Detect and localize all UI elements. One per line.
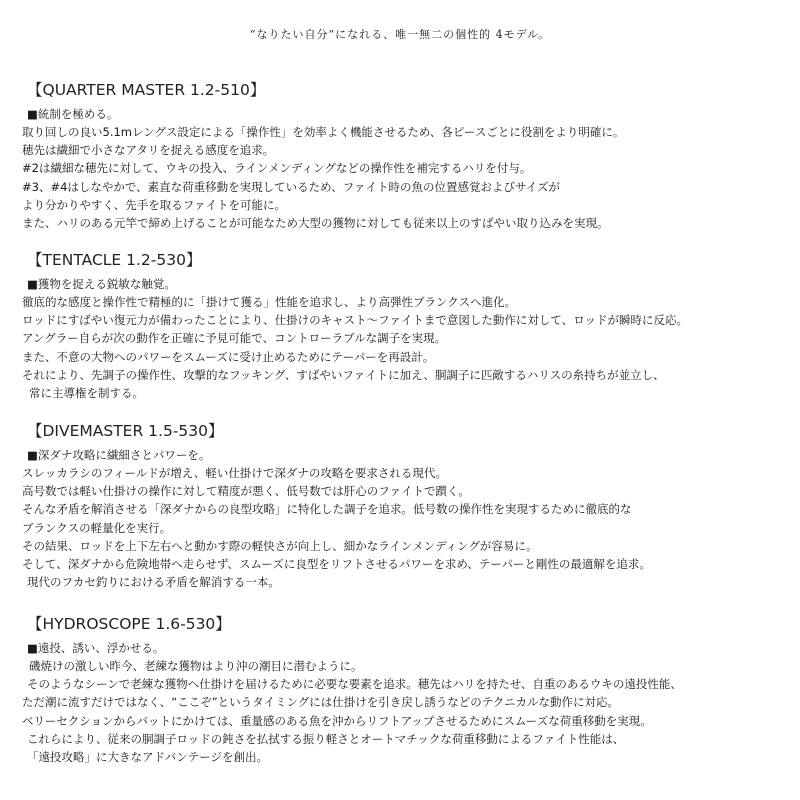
- body-line: アングラー自らが次の動作を正確に予見可能で、コントローラブルな調子を実現。: [22, 331, 447, 346]
- body-line: スレッカラシのフィールドが増え、軽い仕掛けで深ダナの攻略を要求される現代。: [22, 466, 447, 480]
- section-subtitle: ■統制を極める。: [27, 107, 119, 121]
- body-line: ブランクスの軽量化を実行。: [22, 520, 172, 535]
- body-line: 取り回しの良い5.1mレングス設定による「操作性」を効率よく機能させるため、各ピースごとに役割をより明確に。: [22, 125, 625, 139]
- body-line: #2は繊細な穂先に対して、ウキの投入、ラインメンディングなどの操作性を補完するハリを付与。: [22, 161, 532, 176]
- section-subtitle: ■獲物を捉える鋭敏な触覚。: [27, 277, 176, 291]
- section-title: 【QUARTER MASTER 1.2-510】: [27, 81, 266, 99]
- body-line: 高号数では軽い仕掛けの操作に対して精度が悪く、低号数では肝心のファイトで躓く。: [22, 484, 470, 499]
- section-tentacle: [22, 250, 792, 402]
- body-line: #3、#4はしなやかで、素直な荷重移動を実現しているため、ファイト時の魚の位置感覚およびサイズが: [22, 179, 561, 194]
- section-title: 【TENTACLE 1.2-530】: [27, 251, 202, 269]
- section-title: 【DIVEMASTER 1.5-530】: [27, 422, 224, 440]
- section-body: [22, 293, 792, 402]
- body-line: 「遠投攻略」に大きなアドバンテージを創出。: [27, 750, 269, 765]
- body-line: そんな矛盾を解消させる「深ダナからの良型攻略」に特化した調子を追求。低号数の操作性を実現するために徹底的な: [22, 502, 632, 517]
- body-line: ただ潮に流すだけではなく、“ここぞ”というタイミングには仕掛けを引き戻し誘うなどのテクニカルな動作に対応。: [22, 695, 620, 710]
- section-hydroscope: [22, 614, 792, 766]
- section-quarter-master: [22, 80, 792, 232]
- body-line: また、ハリのある元竿で締め上げることが可能なため大型の獲物に対しても従来以上のすばやい取り込みを実現。: [22, 216, 609, 231]
- body-line: これらにより、従来の胴調子ロッドの鈍さを払拭する振り軽さとオートマチックな荷重移動によるファイト性能は、: [27, 731, 625, 746]
- body-line: 常に主導権を制する。: [29, 386, 144, 401]
- section-body: [22, 123, 792, 232]
- body-line: 穂先は繊細で小さなアタリを捉える感度を追求。: [22, 143, 275, 158]
- body-line: そのようなシーンで老練な獲物へ仕掛けを届けるために必要な要素を追求。穂先はハリを持たせ、自重のあるウキの遠投性能、: [27, 677, 682, 692]
- section-subtitle: ■遠投、誘い、浮かせる。: [27, 641, 165, 655]
- section-body: [22, 464, 792, 591]
- body-line: ベリーセクションからバットにかけては、重量感のある魚を沖からリフトアップさせるためにスムーズな荷重移動を実現。: [22, 713, 652, 728]
- section-title: 【HYDROSCOPE 1.6-530】: [27, 615, 231, 633]
- body-line: それにより、先調子の操作性、攻撃的なフッキング、すばやいファイトに加え、胴調子に匹敵するハリスの糸持ちが並立し、: [22, 367, 665, 382]
- body-line: ロッドにすばやい復元力が備わったことにより、仕掛けのキャスト〜ファイトまで意図した動作に対して、ロッドが瞬時に反応。: [22, 313, 688, 328]
- body-line: 磯焼けの激しい昨今、老練な獲物はより沖の潮目に潜むように。: [29, 659, 363, 673]
- body-line: また、不意の大物へのパワーをスムーズに受け止めるためにテーパーを再設計。: [22, 349, 435, 364]
- section-subtitle: ■深ダナ攻略に繊細さとパワーを。: [27, 448, 211, 462]
- body-line: その結果、ロッドを上下左右へと動かす際の軽快さが向上し、細かなラインメンディングが容易に。: [22, 538, 538, 553]
- page-headline: “なりたい自分”になれる、唯一無二の個性的 4モデル。: [249, 28, 551, 41]
- section-divemaster: [22, 421, 792, 591]
- body-line: そして、深ダナから危険地帯へ走らせず、スムーズに良型をリフトさせるパワーを求め、テーパーと剛性の最適解を追求。: [22, 557, 651, 572]
- body-line: 現代のフカセ釣りにおける矛盾を解消する一本。: [27, 575, 280, 590]
- body-line: 徹底的な感度と操作性で精極的に「掛けて獲る」性能を追求し、より高弾性ブランクスへ進化。: [22, 295, 517, 309]
- section-body: [22, 657, 792, 766]
- body-line: より分かりやすく、先手を取るファイトを可能に。: [22, 197, 287, 212]
